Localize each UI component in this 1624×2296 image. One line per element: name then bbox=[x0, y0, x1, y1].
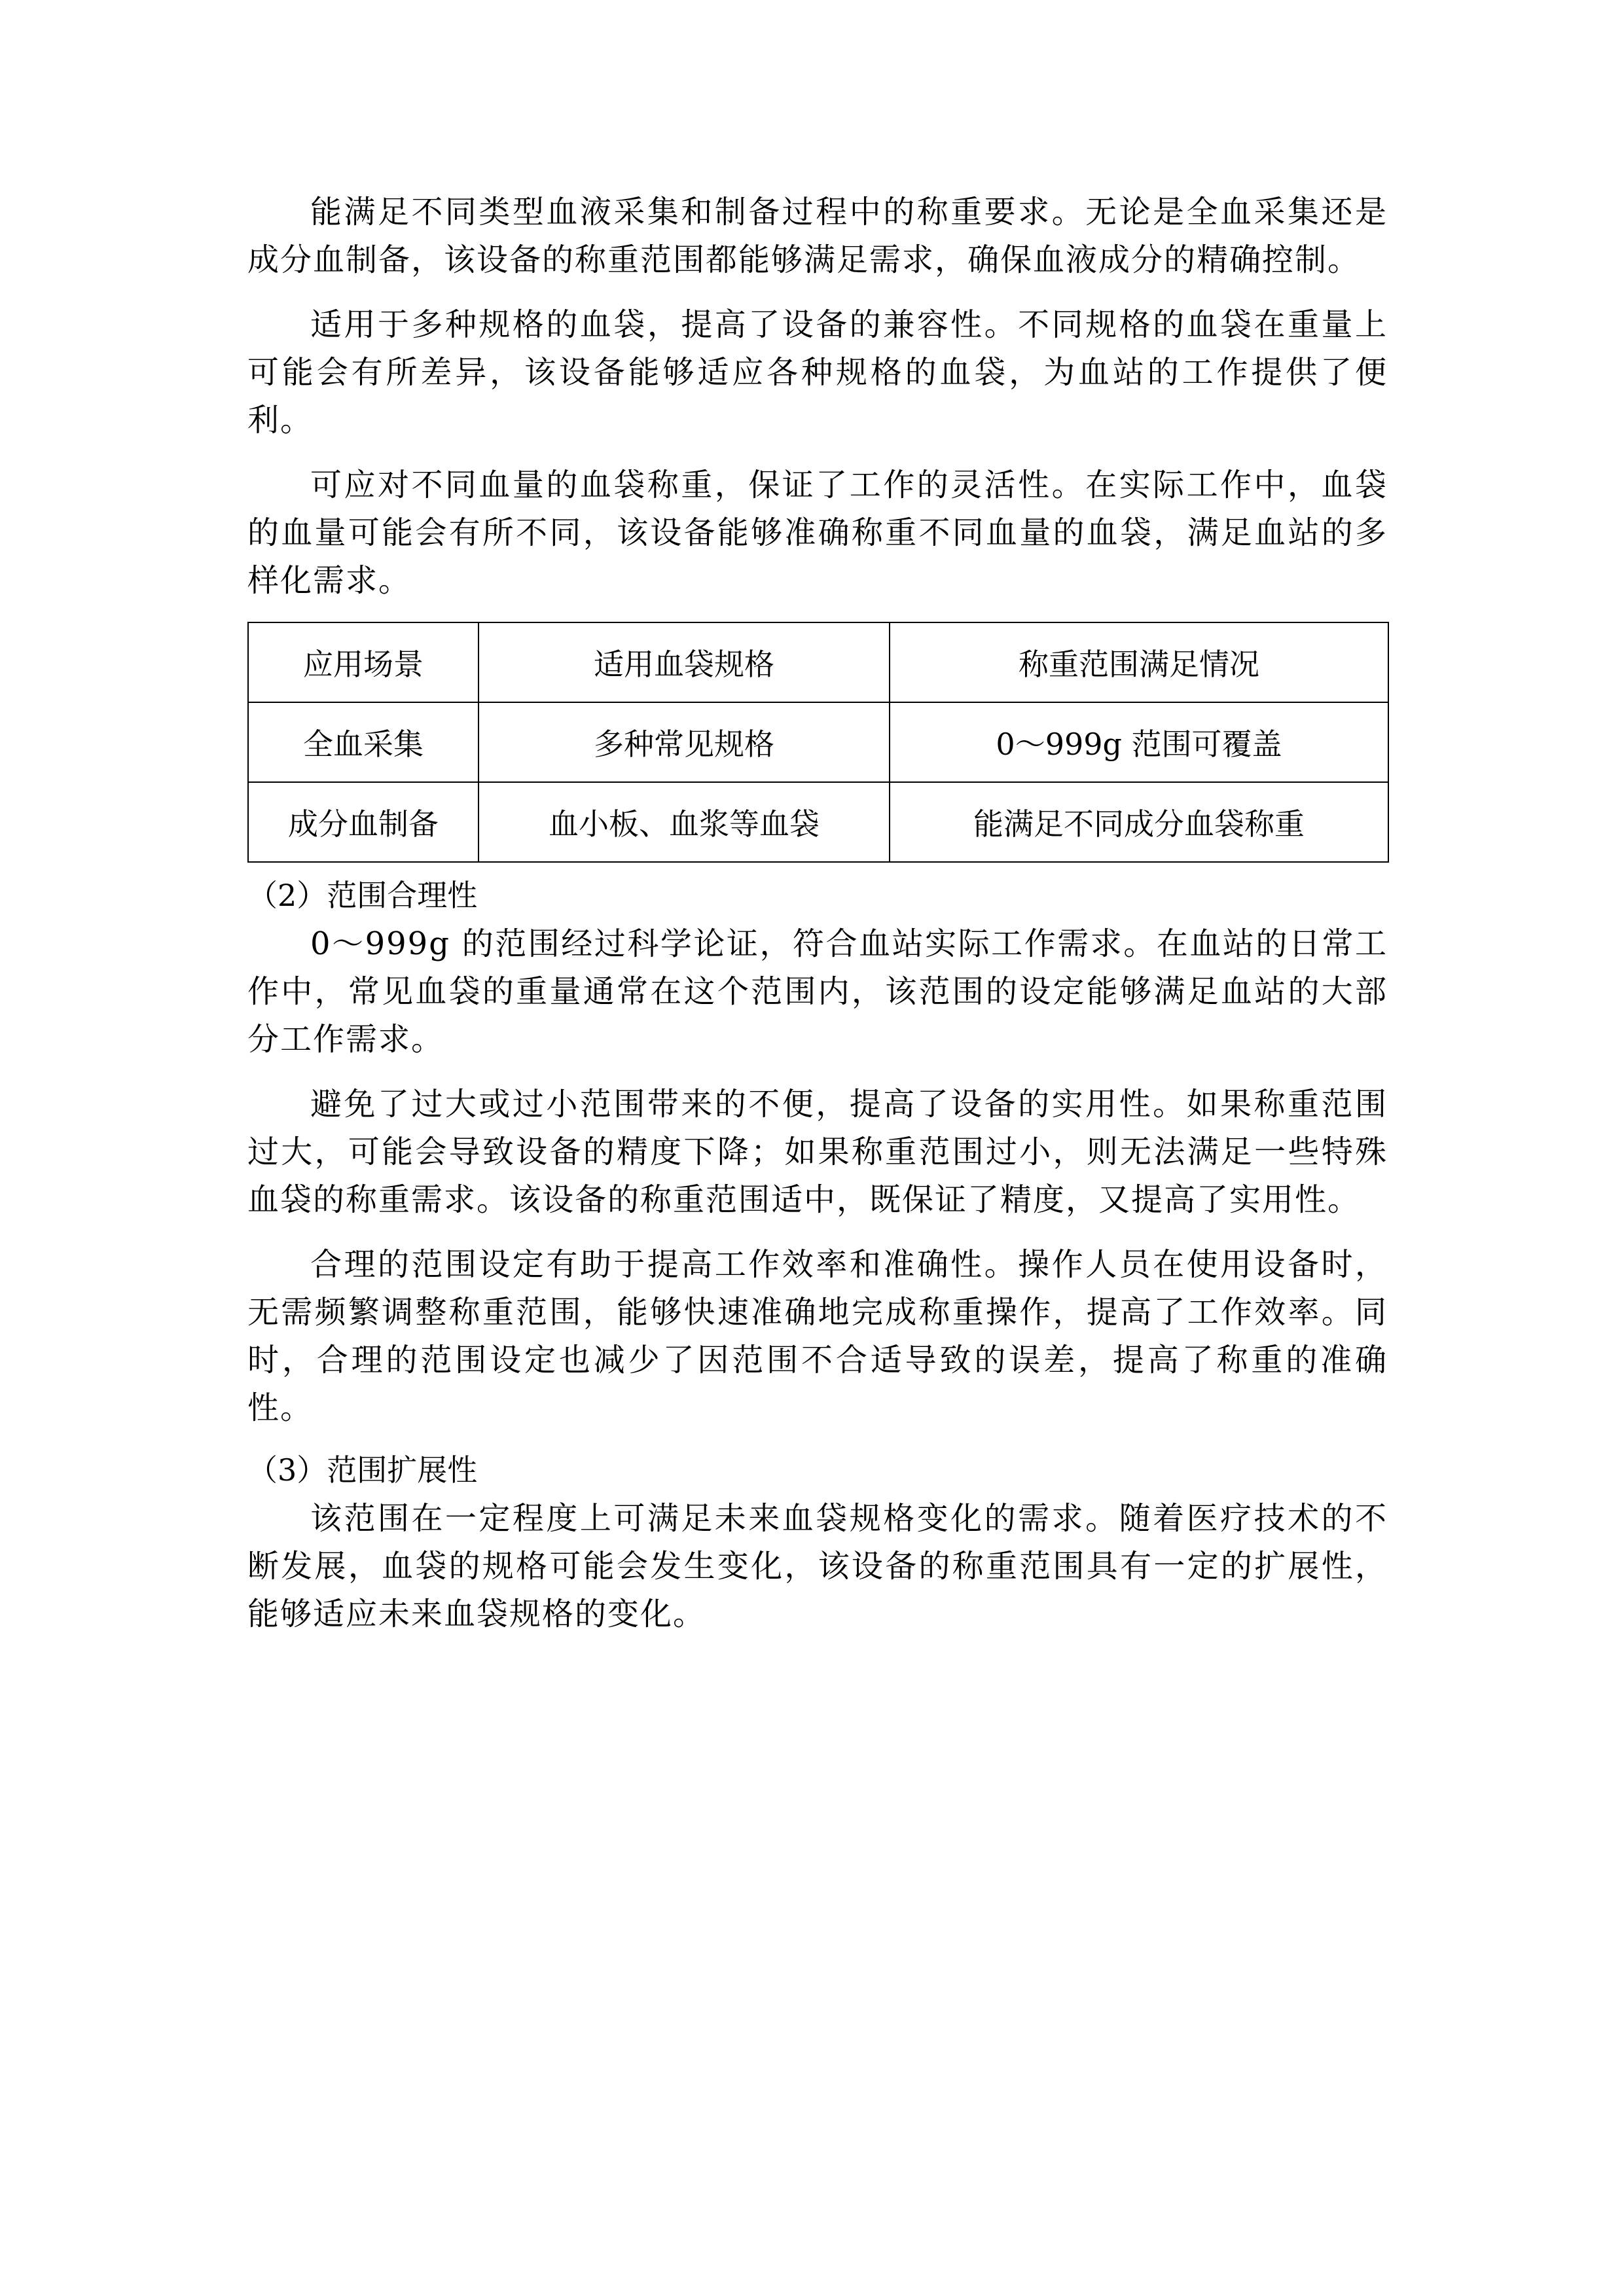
paragraph: 合理的范围设定有助于提高工作效率和准确性。操作人员在使用设备时，无需频繁调整称重范围，能够快速准确地完成称重操作，提高了工作效率。同时，合理的范围设定也减少了因范围不合适导致的误差，提高了称重的准确性。 bbox=[247, 1246, 1388, 1426]
table-cell: 0～999g 范围可覆盖 bbox=[890, 702, 1388, 782]
paragraph: 避免了过大或过小范围带来的不便，提高了设备的实用性。如果称重范围过大，可能会导致设备的精度下降；如果称重范围过小，则无法满足一些特殊血袋的称重需求。该设备的称重范围适中，既保证了精度，又提高了实用性。 bbox=[247, 1086, 1388, 1218]
section-heading: （3）范围扩展性 bbox=[247, 1452, 478, 1488]
table-cell: 能满足不同成分血袋称重 bbox=[890, 782, 1388, 862]
weighing-range-table bbox=[247, 622, 1389, 863]
paragraph: 能满足不同类型血液采集和制备过程中的称重要求。无论是全血采集还是成分血制备，该设备的称重范围都能够满足需求，确保血液成分的精确控制。 bbox=[247, 194, 1388, 278]
table-cell: 血小板、血浆等血袋 bbox=[478, 782, 890, 862]
document-body bbox=[247, 188, 1388, 1655]
table-cell: 全血采集 bbox=[248, 702, 478, 782]
table-header-row bbox=[248, 622, 1388, 702]
table-cell: 成分血制备 bbox=[248, 782, 478, 862]
paragraph: 可应对不同血量的血袋称重，保证了工作的灵活性。在实际工作中，血袋的血量可能会有所不同，该设备能够准确称重不同血量的血袋，满足血站的多样化需求。 bbox=[247, 467, 1388, 599]
table-header-cell: 称重范围满足情况 bbox=[890, 622, 1388, 702]
paragraph: 适用于多种规格的血袋，提高了设备的兼容性。不同规格的血袋在重量上可能会有所差异，该设备能够适应各种规格的血袋，为血站的工作提供了便利。 bbox=[247, 306, 1388, 439]
paragraph: 该范围在一定程度上可满足未来血袋规格变化的需求。随着医疗技术的不断发展，血袋的规格可能会发生变化，该设备的称重范围具有一定的扩展性，能够适应未来血袋规格的变化。 bbox=[247, 1500, 1388, 1632]
table-header-cell: 适用血袋规格 bbox=[478, 622, 890, 702]
paragraph: 0～999g 的范围经过科学论证，符合血站实际工作需求。在血站的日常工作中，常见血袋的重量通常在这个范围内，该范围的设定能够满足血站的大部分工作需求。 bbox=[247, 925, 1388, 1058]
table-row bbox=[248, 702, 1388, 782]
table-cell: 多种常见规格 bbox=[478, 702, 890, 782]
section-heading: （2）范围合理性 bbox=[247, 878, 478, 913]
table-row bbox=[248, 782, 1388, 862]
table-header-cell: 应用场景 bbox=[248, 622, 478, 702]
